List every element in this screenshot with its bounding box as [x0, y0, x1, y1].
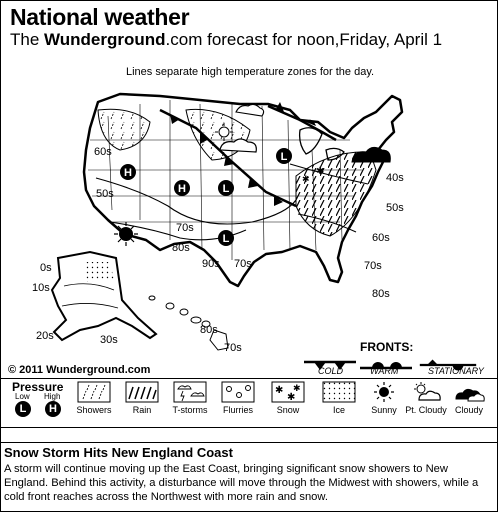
- zone-label: 70s: [224, 342, 242, 354]
- subtitle-domain: .com: [165, 30, 203, 49]
- legend-tstorms: [164, 381, 216, 415]
- zone-label: 30s: [100, 334, 118, 346]
- zone-label: 20s: [36, 330, 54, 342]
- zone-label: 80s: [172, 242, 190, 254]
- snow-icon: [271, 381, 305, 403]
- legend-label: Rain: [132, 405, 152, 415]
- svg-text:L: L: [222, 183, 230, 195]
- high-pressure-icon: H: [45, 401, 61, 417]
- copyright: © 2011 Wunderground.com: [8, 364, 151, 376]
- svg-text:✱: ✱: [302, 175, 310, 185]
- zone-label: 60s: [94, 146, 112, 158]
- legend-label: Cloudy: [454, 405, 483, 415]
- legend-showers: [68, 381, 120, 415]
- legend-label: Showers: [76, 405, 112, 415]
- zone-label: 70s: [176, 222, 194, 234]
- pressure-high-label: High: [44, 392, 61, 401]
- svg-text:L: L: [222, 233, 230, 245]
- zone-label: 10s: [32, 282, 50, 294]
- subtitle-prefix: The: [10, 30, 45, 49]
- zone-label: 40s: [386, 172, 404, 184]
- forecast-subtitle: [10, 30, 442, 50]
- warm-front-label: WARM: [370, 366, 399, 376]
- stationary-front-label: STATIONARY: [428, 366, 484, 376]
- showers-icon: [77, 381, 111, 403]
- svg-text:✱: ✱: [293, 384, 301, 394]
- fronts-title: FRONTS:: [360, 340, 414, 354]
- legend-snow: [262, 381, 314, 415]
- pressure-title: Pressure: [12, 380, 64, 394]
- legend-cloudy: [443, 381, 495, 415]
- subtitle-brand: Wunderground: [44, 30, 166, 49]
- svg-text:H: H: [124, 167, 132, 179]
- weather-map: [0, 78, 498, 368]
- subtitle-rest: forecast for noon,Friday, April 1: [202, 30, 443, 49]
- zone-lines-note: Lines separate high temperature zones for the day.: [126, 66, 375, 78]
- story-body: A storm will continue moving up the East Coast, bringing significant snow showers to New England. Behind this activity, a disturbance will move through the Midwest with showers, while a cold front reaches across the Northwest with more rain and snow.: [4, 463, 479, 503]
- flurries-icon: [221, 381, 255, 403]
- zone-label: 70s: [234, 258, 252, 270]
- thunderstorm-icon: [173, 381, 207, 403]
- legend-label: Pt. Cloudy: [405, 405, 447, 415]
- sun-icon: [367, 381, 401, 403]
- rain-icon: [125, 381, 159, 403]
- story-divider: [0, 442, 498, 443]
- ice-icon: [322, 381, 356, 403]
- hawaii: [149, 296, 228, 350]
- zone-label: 60s: [372, 232, 390, 244]
- page-title: National weather: [10, 4, 190, 30]
- svg-text:✱: ✱: [275, 385, 284, 396]
- zone-label: 50s: [96, 188, 114, 200]
- legend-label: T-storms: [172, 405, 208, 415]
- legend-rain: [116, 381, 168, 415]
- cloudy-icon: [452, 381, 486, 403]
- legend-label: Sunny: [371, 405, 397, 415]
- svg-text:L: L: [280, 151, 288, 163]
- zone-label: 0s: [40, 262, 52, 274]
- zone-label: 50s: [386, 202, 404, 214]
- low-pressure-icon: L: [15, 401, 31, 417]
- pressure-low-label: Low: [15, 392, 30, 401]
- partly-cloudy-icon: [409, 381, 443, 403]
- legend-label: Snow: [276, 405, 300, 415]
- zone-label: 80s: [372, 288, 390, 300]
- legend-label: Flurries: [222, 405, 253, 415]
- zone-label: 90s: [202, 258, 220, 270]
- legend-flurries: [212, 381, 264, 415]
- legend-label: Ice: [332, 405, 345, 415]
- svg-text:✱: ✱: [287, 392, 296, 403]
- svg-text:✱: ✱: [316, 166, 325, 177]
- zone-label: 80s: [200, 324, 218, 336]
- story-headline: Snow Storm Hits New England Coast: [4, 445, 233, 460]
- cold-front-label: COLD: [318, 366, 344, 376]
- zone-label: 70s: [364, 260, 382, 272]
- svg-text:H: H: [178, 183, 186, 195]
